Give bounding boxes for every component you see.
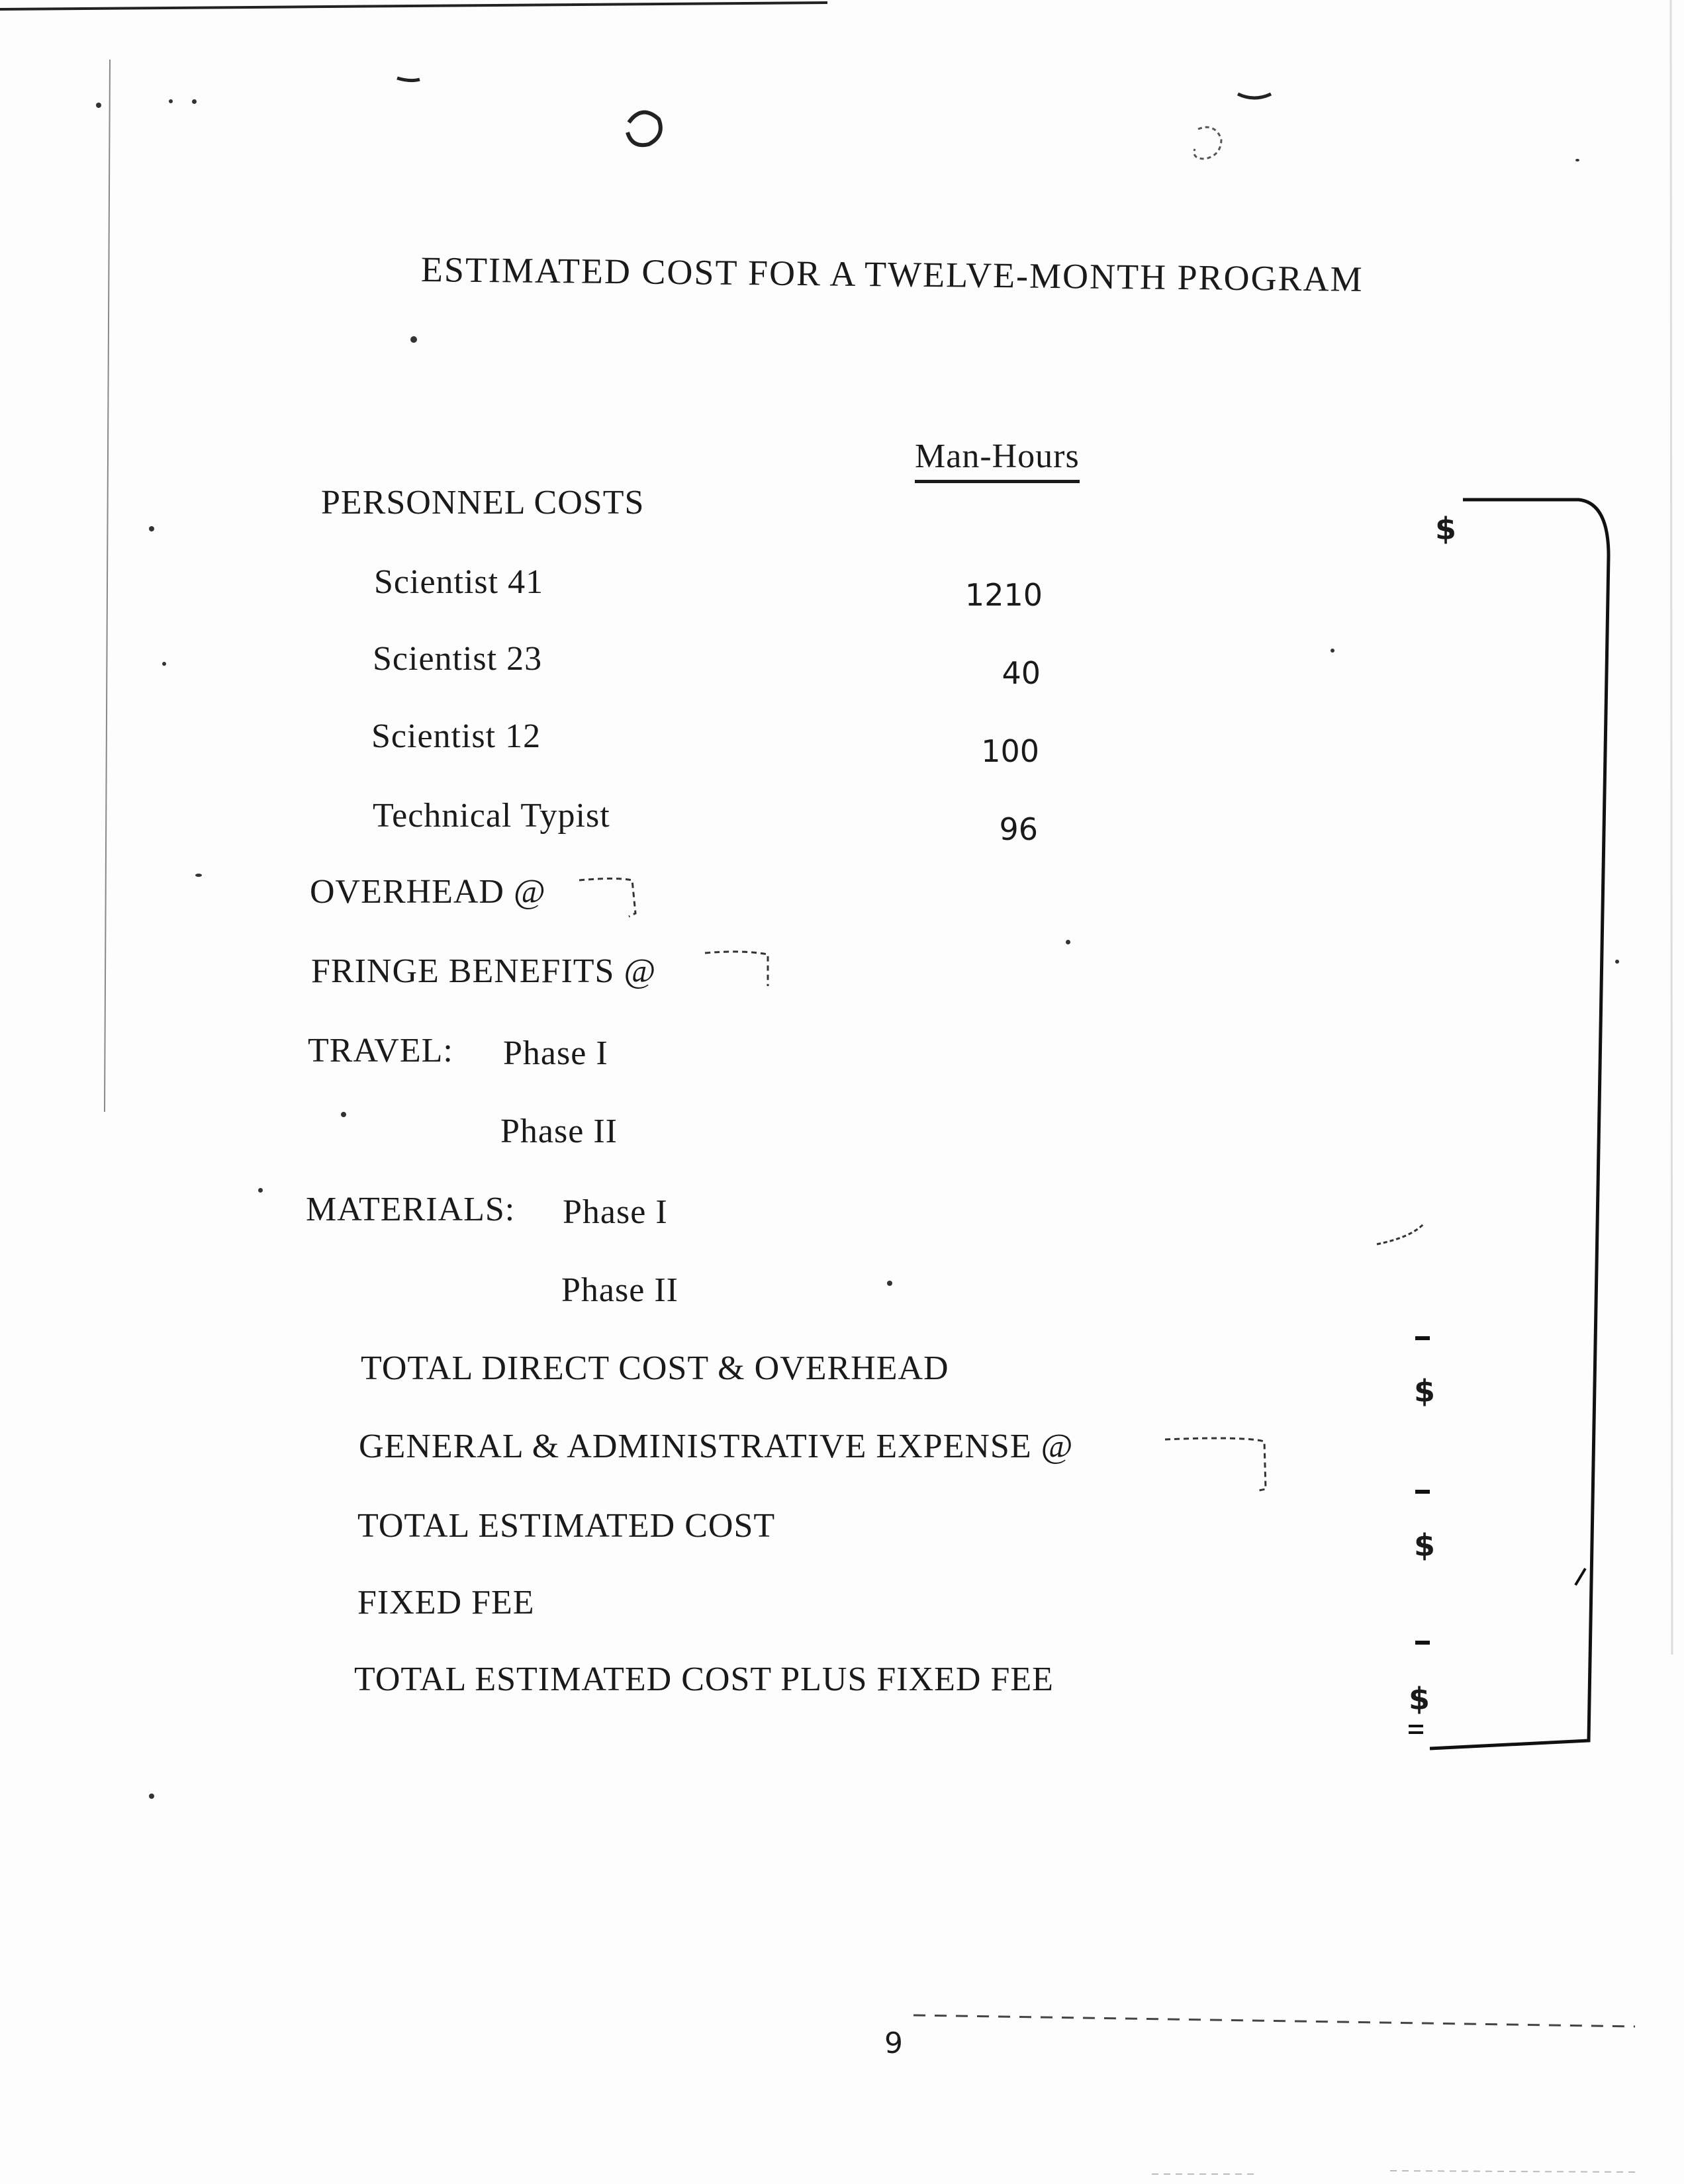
- page-title: ESTIMATED COST FOR A TWELVE-MONTH PROGRAM: [420, 250, 1364, 299]
- speck: [1331, 649, 1334, 653]
- personnel-row-hours: 100: [981, 733, 1039, 769]
- total-plus-fixed-fee-line: TOTAL ESTIMATED COST PLUS FIXED FEE: [354, 1661, 1054, 1698]
- travel-label: TRAVEL:: [308, 1032, 453, 1069]
- speck: [192, 99, 197, 104]
- personnel-row-hours: 96: [999, 811, 1038, 847]
- travel-phase-1: Phase I: [503, 1034, 608, 1072]
- speck: [1615, 960, 1619, 964]
- speck: [887, 1281, 892, 1286]
- total-estimated-cost-line: TOTAL ESTIMATED COST: [357, 1507, 776, 1545]
- speck: [410, 336, 417, 343]
- fixed-fee-line: FIXED FEE: [357, 1584, 535, 1621]
- total-direct-dollar-sign: $: [1414, 1373, 1436, 1409]
- total-estimated-dollar-sign: $: [1414, 1527, 1436, 1563]
- personnel-dollar-sign: $: [1435, 511, 1457, 547]
- ga-expense-line: GENERAL & ADMINISTRATIVE EXPENSE @: [359, 1428, 1074, 1465]
- speck: [1575, 159, 1579, 161]
- materials-phase-2: Phase II: [561, 1271, 678, 1309]
- speck: [341, 1112, 346, 1117]
- materials-label: MATERIALS:: [306, 1191, 516, 1228]
- speck: [258, 1188, 263, 1193]
- materials-phase-1: Phase I: [563, 1193, 668, 1231]
- speck: [195, 874, 202, 877]
- total-direct-cost-line: TOTAL DIRECT COST & OVERHEAD: [361, 1349, 949, 1387]
- speck: [162, 662, 166, 666]
- travel-phase-2: Phase II: [500, 1113, 618, 1150]
- personnel-row-label: Scientist 41: [374, 563, 544, 601]
- personnel-row-label: Scientist 12: [371, 717, 541, 755]
- personnel-costs-heading: PERSONNEL COSTS: [321, 484, 645, 522]
- speck: [149, 526, 154, 531]
- personnel-row-hours: 1210: [964, 577, 1043, 613]
- total-plus-fee-dollar-sign: $: [1409, 1681, 1430, 1717]
- speck: [96, 103, 101, 108]
- speck: [169, 99, 173, 103]
- man-hours-column-header: Man-Hours: [915, 437, 1080, 483]
- page-number: 9: [884, 2026, 903, 2060]
- overhead-line: OVERHEAD @: [310, 873, 546, 911]
- personnel-row-label: Technical Typist: [373, 797, 610, 835]
- speck: [149, 1794, 154, 1799]
- speck: [1066, 940, 1070, 944]
- personnel-row-hours: 40: [1002, 655, 1041, 691]
- personnel-row-label: Scientist 23: [373, 640, 543, 678]
- fringe-benefits-line: FRINGE BENEFITS @: [311, 952, 657, 990]
